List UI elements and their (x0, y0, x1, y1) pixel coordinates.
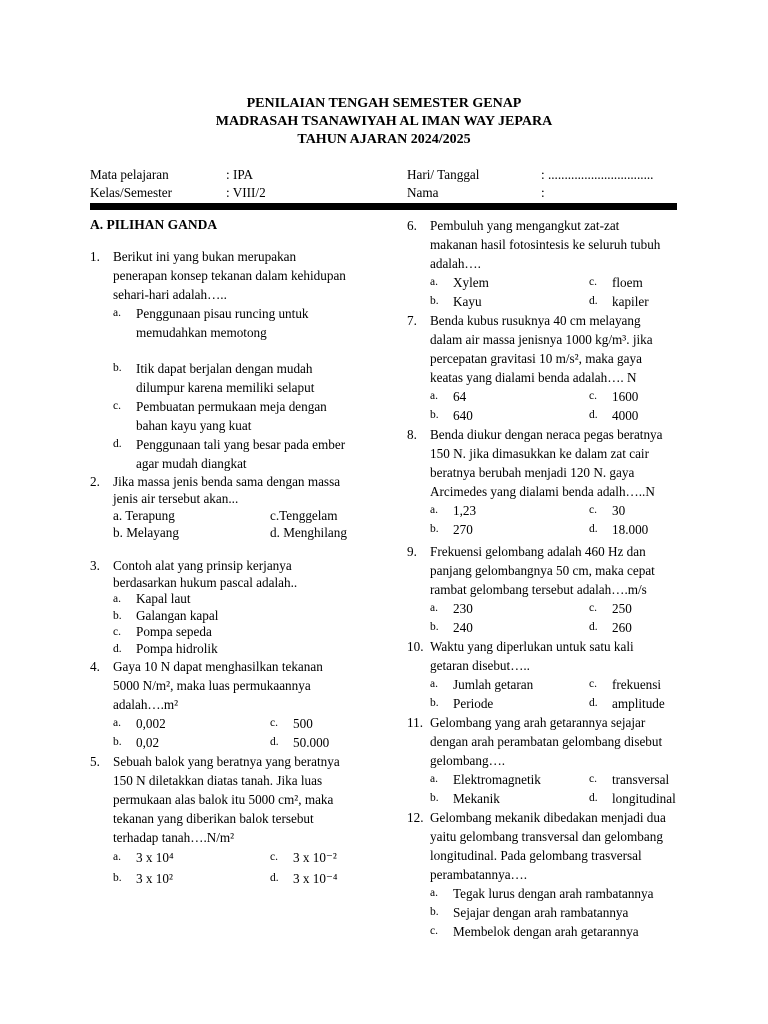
question-text: Gelombang mekanik dibedakan menjadi dua (430, 810, 666, 825)
question-9 (407, 542, 679, 599)
question-6-options (407, 273, 679, 311)
question-number: 6. (407, 218, 417, 233)
question-text: Arcimedes yang dialami benda adalh…..N (430, 484, 655, 499)
option-letter: d. (589, 295, 598, 307)
question-text: Jika massa jenis benda sama dengan massa (113, 474, 341, 489)
question-12-options (407, 884, 679, 941)
academic-year: TAHUN AJARAN 2024/2025 (297, 132, 471, 147)
option-letter: b. (430, 792, 439, 804)
option-text: amplitude (612, 696, 665, 711)
question-number: 4. (90, 659, 100, 674)
question-number: 12. (407, 810, 424, 825)
option-letter: a. (113, 717, 121, 729)
option-text: 240 (453, 620, 473, 635)
option-c[interactable] (113, 624, 395, 641)
option-letter: d. (113, 642, 122, 655)
question-text: dengan arah perambatan gelombang disebut (430, 734, 663, 749)
option-c[interactable] (589, 501, 679, 520)
option-text: Penggunaan pisau runcing untuk (136, 306, 309, 321)
question-text: gelombang…. (430, 753, 506, 768)
option-text: Sejajar dengan arah rambatannya (453, 905, 629, 920)
question-text: dalam air massa jenisnya 1000 kg/m³. jika (430, 332, 653, 347)
option-text: 260 (612, 620, 632, 635)
question-text: keatas yang dialami benda adalah…. N (430, 370, 637, 385)
option-text: longitudinal (612, 791, 676, 806)
option-a[interactable] (430, 387, 589, 406)
option-d[interactable] (589, 292, 679, 311)
option-a[interactable] (113, 847, 270, 868)
option-letter: c. (113, 400, 121, 412)
name-value: : (541, 185, 545, 200)
option-text: Tegak lurus dengan arah rambatannya (453, 886, 654, 901)
option-letter: a. (430, 602, 438, 614)
question-number: 11. (407, 715, 423, 730)
question-text: yaitu gelombang transversal dan gelombang (430, 829, 663, 844)
option-text: agar mudah diangkat (136, 456, 247, 471)
option-c[interactable]: c.Tenggelam (270, 508, 338, 523)
option-c[interactable] (270, 847, 395, 868)
option-letter: d. (589, 523, 598, 535)
option-b[interactable] (430, 406, 589, 425)
option-text: 640 (453, 408, 473, 423)
option-letter: c. (589, 773, 597, 785)
option-letter: c. (589, 276, 597, 288)
option-b[interactable] (113, 733, 270, 752)
question-8 (407, 425, 679, 501)
option-letter: c. (589, 602, 597, 614)
option-letter: d. (589, 621, 598, 633)
question-text: adalah….m² (113, 697, 179, 712)
question-number: 2. (90, 474, 100, 489)
question-10 (407, 637, 679, 675)
option-text: memudahkan memotong (136, 325, 267, 340)
option-text: 3 x 10² (136, 871, 173, 886)
question-text: tekanan yang diberikan balok tersebut (113, 811, 314, 826)
option-d[interactable] (270, 733, 395, 752)
option-text: 0,002 (136, 716, 166, 731)
date-value: : ................................ (541, 167, 654, 182)
question-5-options (90, 847, 395, 889)
option-letter: d. (270, 872, 279, 884)
option-text: 30 (612, 503, 626, 518)
option-letter: b. (430, 906, 439, 918)
option-a[interactable] (430, 770, 589, 789)
option-b[interactable] (430, 789, 589, 808)
question-text: permukaan alas balok itu 5000 cm², maka (113, 792, 334, 807)
option-a[interactable] (113, 304, 395, 342)
option-text: Galangan kapal (136, 607, 219, 623)
option-text: Penggunaan tali yang besar pada ember (136, 437, 346, 452)
option-d[interactable] (589, 694, 679, 713)
option-text: transversal (612, 772, 670, 787)
option-letter: a. (430, 773, 438, 785)
header-divider (90, 203, 677, 210)
option-text: Pompa hidrolik (136, 640, 218, 656)
option-c[interactable] (589, 675, 679, 694)
class-value: : VIII/2 (226, 185, 266, 200)
option-letter: a. (430, 276, 438, 288)
option-a[interactable] (430, 884, 679, 903)
question-7 (407, 311, 679, 387)
option-b[interactable] (113, 359, 395, 397)
option-a[interactable] (430, 501, 589, 520)
question-number: 10. (407, 639, 424, 654)
question-text: Gelombang yang arah getarannya sejajar (430, 715, 646, 730)
option-letter: d. (113, 438, 122, 450)
option-d[interactable] (270, 868, 395, 889)
option-letter: a. (113, 593, 121, 605)
option-text: 0,02 (136, 735, 160, 750)
subject-label: Mata pelajaran (90, 167, 169, 182)
question-text: 5000 N/m², maka luas permukaannya (113, 678, 311, 693)
option-letter: c. (270, 851, 278, 863)
option-text: 500 (293, 716, 313, 731)
question-text: makanan hasil fotosintesis ke seluruh tubuh (430, 237, 661, 252)
option-letter: c. (113, 626, 121, 638)
option-letter: d. (589, 792, 598, 804)
option-b[interactable] (430, 694, 589, 713)
option-letter: b. (113, 872, 122, 884)
option-text: 4000 (612, 408, 639, 423)
subject-value: : IPA (226, 167, 253, 182)
option-letter: d. (270, 736, 279, 748)
right-column (407, 216, 679, 941)
question-text: Benda kubus rusuknya 40 cm melayang (430, 313, 641, 328)
question-text: Sebuah balok yang beratnya yang beratnya (113, 754, 340, 769)
question-number: 7. (407, 313, 417, 328)
option-c[interactable] (113, 397, 395, 435)
option-text: Elektromagnetik (453, 772, 541, 787)
option-d[interactable] (113, 435, 395, 473)
option-letter: c. (589, 504, 597, 516)
question-1 (90, 247, 395, 304)
option-text: Xylem (453, 275, 489, 290)
option-a[interactable] (430, 599, 589, 618)
option-d[interactable]: d. Menghilang (270, 525, 347, 540)
question-number: 9. (407, 544, 417, 559)
option-text: kapiler (612, 294, 649, 309)
option-text: 18.000 (612, 522, 649, 537)
question-4 (90, 657, 395, 714)
option-letter: d. (589, 409, 598, 421)
option-d[interactable] (113, 641, 395, 658)
question-text: getaran disebut….. (430, 658, 530, 673)
option-b[interactable] (430, 618, 589, 637)
question-text: beratnya berubah menjadi 120 N. gaya (430, 465, 635, 480)
option-text: bahan kayu yang kuat (136, 418, 252, 433)
question-text: percepatan gravitasi 10 m/s², maka gaya (430, 351, 642, 366)
question-text: Gaya 10 N dapat menghasilkan tekanan (113, 659, 323, 674)
section-title: A. PILIHAN GANDA (90, 217, 218, 232)
option-a[interactable] (430, 675, 589, 694)
option-text: 1,23 (453, 503, 477, 518)
question-text: berdasarkan hukum pascal adalah.. (113, 575, 298, 590)
option-b[interactable] (430, 292, 589, 311)
question-text: adalah…. (430, 256, 481, 271)
option-text: Membelok dengan arah getarannya (453, 924, 639, 939)
option-text: Periode (453, 696, 494, 711)
option-text: Pompa sepeda (136, 624, 212, 639)
option-b[interactable]: b. Melayang (113, 525, 179, 540)
question-text: penerapan konsep tekanan dalam kehidupan (113, 268, 346, 283)
option-c[interactable] (589, 273, 679, 292)
question-text: Waktu yang diperlukan untuk satu kali (430, 639, 634, 654)
question-8-options (407, 501, 679, 539)
option-text: 3 x 10⁻² (293, 850, 337, 865)
option-letter: b. (430, 697, 439, 709)
option-letter: a. (430, 678, 438, 690)
question-text: Frekuensi gelombang adalah 460 Hz dan (430, 544, 646, 559)
question-7-options (407, 387, 679, 425)
left-column (90, 216, 395, 889)
question-2 (90, 473, 395, 507)
question-text: 150 N. jika dimasukkan ke dalam zat cair (430, 446, 649, 461)
option-text: Jumlah getaran (453, 677, 534, 692)
option-letter: a. (113, 307, 121, 319)
option-c[interactable] (270, 714, 395, 733)
option-letter: b. (113, 362, 122, 374)
option-text: Kayu (453, 294, 482, 309)
option-a[interactable] (113, 714, 270, 733)
option-c[interactable] (589, 599, 679, 618)
option-text: Pembuatan permukaan meja dengan (136, 399, 327, 414)
question-text: Benda diukur dengan neraca pegas beratnya (430, 427, 663, 442)
option-letter: b. (113, 736, 122, 748)
option-text: dilumpur karena memiliki selaput (136, 380, 315, 395)
option-letter: c. (589, 678, 597, 690)
question-number: 1. (90, 249, 100, 264)
question-text: Contoh alat yang prinsip kerjanya (113, 558, 292, 573)
question-11 (407, 713, 679, 770)
question-text: jenis air tersebut akan... (113, 491, 239, 506)
option-c[interactable] (589, 770, 679, 789)
option-letter: c. (589, 390, 597, 402)
option-b[interactable] (430, 520, 589, 539)
option-letter: c. (430, 925, 438, 937)
question-text: terhadap tanah….N/m² (113, 830, 235, 845)
date-label: Hari/ Tanggal (407, 167, 480, 182)
option-b[interactable] (430, 903, 679, 922)
question-text: perambatannya…. (430, 867, 528, 882)
question-text: rambat gelombang tersebut adalah….m/s (430, 582, 647, 597)
question-text: sehari-hari adalah….. (113, 287, 227, 302)
question-text: longitudinal. Pada gelombang trasversal (430, 848, 642, 863)
school-name: MADRASAH TSANAWIYAH AL IMAN WAY JEPARA (215, 114, 553, 129)
option-text: floem (612, 275, 643, 290)
question-9-options (407, 599, 679, 637)
question-text: Pembuluh yang mengangkut zat-zat (430, 218, 620, 233)
option-a[interactable] (430, 273, 589, 292)
question-number: 5. (90, 754, 100, 769)
option-letter: b. (113, 609, 122, 622)
option-text: 230 (453, 601, 473, 616)
question-2-options (90, 507, 395, 541)
option-d[interactable] (589, 406, 679, 425)
option-letter: b. (430, 409, 439, 421)
question-10-options (407, 675, 679, 713)
option-letter: a. (430, 504, 438, 516)
exam-title: PENILAIAN TENGAH SEMESTER GENAP (246, 96, 522, 111)
option-text: 270 (453, 522, 473, 537)
option-d[interactable] (589, 789, 679, 808)
option-letter: a. (430, 887, 438, 899)
option-text: 250 (612, 601, 632, 616)
option-text: frekuensi (612, 677, 662, 692)
option-text: 50.000 (293, 735, 330, 750)
option-c[interactable] (589, 387, 679, 406)
question-1-options (90, 304, 395, 473)
question-4-options (90, 714, 395, 752)
class-label: Kelas/Semester (90, 185, 173, 200)
option-letter: a. (430, 390, 438, 402)
option-letter: d. (589, 697, 598, 709)
option-text: Kapal laut (136, 591, 191, 606)
option-text: Itik dapat berjalan dengan mudah (136, 361, 313, 376)
option-d[interactable] (589, 618, 679, 637)
option-letter: b. (430, 523, 439, 535)
question-number: 3. (90, 558, 100, 573)
question-text: panjang gelombangnya 50 cm, maka cepat (430, 563, 655, 578)
question-12 (407, 808, 679, 884)
option-d[interactable] (589, 520, 679, 539)
option-a[interactable] (113, 591, 395, 608)
question-3-options (90, 591, 395, 657)
option-letter: c. (270, 717, 278, 729)
option-text: Mekanik (453, 791, 500, 806)
option-text: 3 x 10⁻⁴ (293, 871, 338, 886)
question-text: Berikut ini yang bukan merupakan (113, 249, 297, 264)
question-text: 150 N diletakkan diatas tanah. Jika luas (113, 773, 323, 788)
option-b[interactable] (113, 608, 395, 625)
option-b[interactable] (113, 868, 270, 889)
question-number: 8. (407, 427, 417, 442)
option-c[interactable] (430, 922, 679, 941)
question-11-options (407, 770, 679, 808)
question-6 (407, 216, 679, 273)
option-text: 64 (453, 389, 467, 404)
option-text: 1600 (612, 389, 639, 404)
question-3 (90, 557, 395, 591)
option-letter: b. (430, 621, 439, 633)
option-letter: a. (113, 851, 121, 863)
name-label: Nama (407, 185, 439, 200)
option-letter: b. (430, 295, 439, 307)
option-a[interactable]: a. Terapung (113, 508, 175, 523)
option-text: 3 x 10⁴ (136, 850, 174, 865)
question-5 (90, 752, 395, 847)
